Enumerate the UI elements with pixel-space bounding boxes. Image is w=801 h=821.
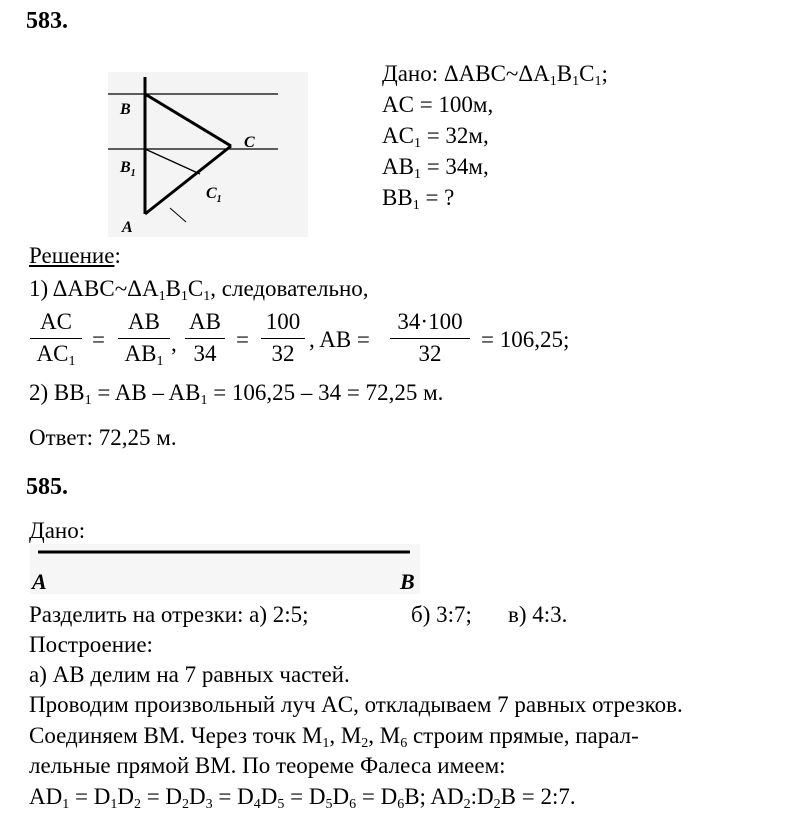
segment-label-a: A: [32, 569, 47, 594]
label-c1: $C_1$: [206, 185, 222, 205]
comma: ,: [171, 331, 177, 356]
construction-line-connect: Соединяем BM. Через точк $M_1$, $M_2$, $M_6$ строим прямые, парал-: [29, 723, 639, 751]
given-line-2: AC = 100м,: [382, 92, 494, 117]
fraction-ab-34: [185, 309, 225, 367]
figure-background: [108, 72, 308, 237]
solution-step-2: 2) $BB_1$ = AB – $AB_1 = 106,25 - 34 = 72,25$ м.: [29, 380, 444, 408]
solution-step-1: 1) $\Delta ABC\sim\Delta A_1B_1C_1$, следовательно,: [29, 276, 369, 304]
similar-triangles-figure: [108, 72, 308, 237]
construction-line-a: а) AB делим на 7 равных частей.: [29, 662, 350, 687]
final-equalities: $AD_1 = D_1D_2 = D_2D_3 = D_4D_5 = D_5D_6 = D_6B$; $AD_2:D_2B$ = 2:7.: [29, 784, 576, 812]
construction-heading: Построение:: [29, 632, 153, 657]
solution-heading: Решение:: [29, 243, 121, 268]
divide-task-a: Разделить на отрезки: а) 2:5;: [29, 602, 309, 627]
fraction-bar: [185, 338, 225, 339]
fraction-denominator: 34: [193, 341, 217, 366]
fraction-100-32: [261, 309, 305, 367]
fraction-34x100-32: [390, 309, 470, 367]
fraction-ab-ab1: [118, 309, 170, 367]
equals-sign: =: [92, 327, 105, 352]
fraction-denominator: 32: [271, 341, 295, 366]
given-line-3: $AC_1 = 32м$,: [382, 123, 489, 151]
given-585: Дано:: [29, 518, 86, 543]
fraction-numerator: 34·100: [397, 309, 463, 334]
fraction-bar: [118, 338, 170, 339]
label-b: B: [120, 101, 131, 118]
given-line-5: $BB_1$ = ?: [382, 185, 455, 213]
ab-equals: , AB =: [309, 327, 370, 352]
result-ab: = 106,25;: [481, 327, 570, 352]
label-b1: $B_1$: [120, 159, 136, 179]
fraction-bar: [390, 338, 470, 339]
given-line-4: $AB_1 = 34м$,: [382, 154, 489, 182]
fraction-numerator: AC: [40, 309, 72, 334]
fraction-numerator: AB: [128, 309, 160, 334]
fraction-numerator: AB: [189, 309, 221, 334]
label-c: C: [244, 134, 255, 151]
fraction-denominator: $AB_1$: [124, 341, 164, 369]
problem-585-number: 585.: [26, 474, 68, 500]
answer-583: Ответ: 72,25 м.: [29, 425, 177, 450]
divide-task-c: в) 4:3.: [508, 602, 568, 627]
fraction-ac-ac1: [30, 309, 82, 367]
construction-line-parallel: лельные прямой BM. По теореме Фалеса имеем:: [29, 753, 506, 778]
segment-label-b: B: [400, 569, 415, 594]
equals-sign-2: =: [236, 327, 249, 352]
fraction-numerator: 100: [265, 309, 301, 334]
divide-task-b: б) 3:7;: [411, 602, 472, 627]
fraction-bar: [30, 338, 82, 339]
fraction-denominator: 32: [418, 341, 442, 366]
problem-583-number: 583.: [26, 8, 68, 34]
construction-line-ray: Проводим произвольный луч AC, откладываем 7 равных отрезков.: [29, 692, 683, 717]
given-line-1: Дано: $\Delta ABC\sim\Delta A_1B_1C_1$;: [382, 61, 608, 89]
fraction-bar: [261, 338, 305, 339]
label-a: A: [122, 219, 133, 236]
segment-ab-figure: [30, 544, 420, 594]
fraction-denominator: $AC_1$: [36, 341, 76, 369]
